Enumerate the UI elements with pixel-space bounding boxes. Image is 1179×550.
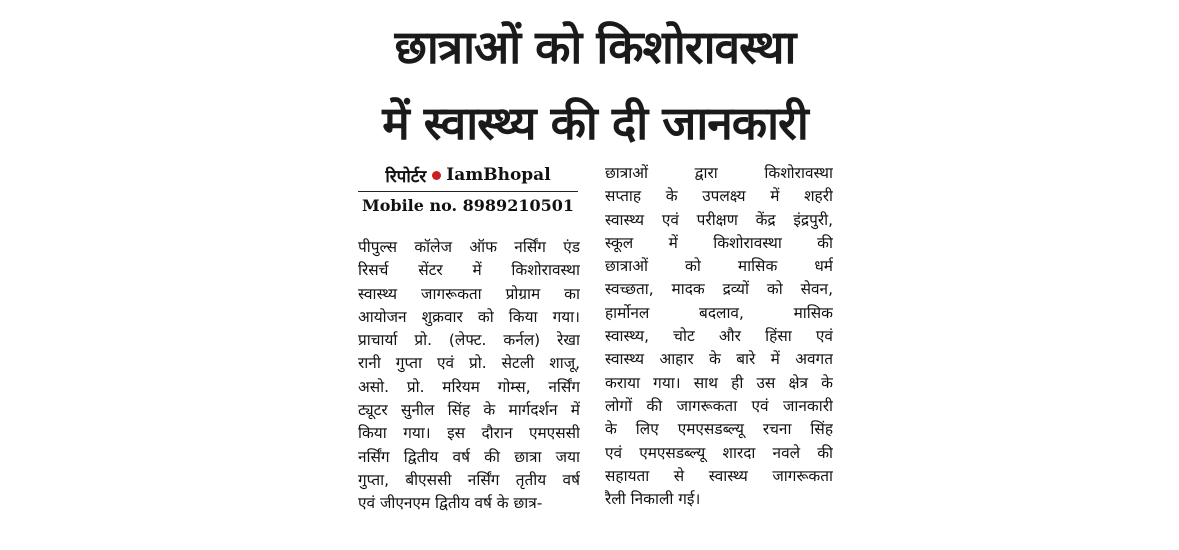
mobile-number: 8989210501: [462, 196, 574, 215]
article-text-line: लोगों की जागरूकता एवं जानकारी: [605, 396, 833, 415]
article-text-line: एवं जीएनएम द्वितीय वर्ष के छात्र-: [358, 494, 543, 513]
article-text-line: स्वच्छता, मादक द्रव्यों को सेवन,: [605, 280, 833, 299]
article-text-line: छात्राओं को मासिक धर्म: [605, 257, 833, 276]
article-text-line: स्वास्थ्य आहार के बारे में अवगत: [605, 350, 833, 369]
article-text-line: हार्मोनल बदलाव, मासिक: [605, 303, 833, 322]
article-text-line: आयोजन शुक्रवार को किया गया।: [358, 307, 580, 326]
article-text-line: पीपुल्स कॉलेज ऑफ नर्सिंग एंड: [358, 238, 580, 256]
article-text-line: कराया गया। साथ ही उस क्षेत्र के: [605, 373, 833, 392]
article-text-line: किया गया। इस दौरान एमएससी: [358, 424, 580, 443]
article-text-line: रिसर्च सेंटर में किशोरावस्था: [358, 261, 580, 280]
article-text-line: रानी गुप्ता एवं प्रो. सेटली शाजू,: [358, 354, 580, 373]
article-text-line: स्वास्थ्य जागरूकता प्रोग्राम का: [358, 284, 580, 303]
article-text-line: छात्राओं द्वारा किशोरावस्था: [605, 164, 833, 182]
article-right-column: [605, 162, 833, 511]
headline-line-2: में स्वास्थ्य की दी जानकारी: [382, 96, 808, 150]
mobile-label: Mobile no.: [362, 196, 458, 215]
article-text-line: के लिए एमएसडब्ल्यू रचना सिंह: [605, 420, 833, 439]
article-text-line: स्वास्थ्य, चोट और हिंसा एवं: [605, 327, 833, 346]
article-text-line: गुप्ता, बीएससी नर्सिंग तृतीय वर्ष: [358, 470, 580, 489]
byline-box: [358, 161, 578, 215]
article-text-line: स्वास्थ्य एवं परीक्षण केंद्र इंद्रपुरी,: [605, 210, 833, 229]
byline-reporter: रिपोर्टर: [385, 166, 427, 187]
article-text-line: ट्यूटर सुनील सिंह के मार्गदर्शन में: [358, 401, 580, 420]
article-text-line: स्कूल में किशोरावस्था की: [605, 233, 833, 252]
article-text-line: प्राचार्या प्रो. (लेफ्ट. कर्नल) रेखा: [358, 331, 580, 350]
mobile-contact: [358, 196, 578, 215]
bullet-dot-icon: [432, 171, 441, 180]
article-text-line: एवं एमएसडब्ल्यू शारदा नवले की: [605, 443, 833, 462]
article-left-column: [358, 236, 580, 516]
article-text-line: असो. प्रो. मरियम गोम्स, नर्सिंग: [358, 377, 580, 396]
byline-divider: [358, 191, 578, 192]
article-text-line: नर्सिंग द्वितीय वर्ष की छात्रा जया: [358, 447, 580, 466]
byline-brand: IamBhopal: [446, 165, 551, 185]
article-text-line: सप्ताह के उपलक्ष्य में शहरी: [605, 187, 833, 206]
article-text-line: सहायता से स्वास्थ्य जागरूकता: [605, 466, 833, 485]
article-text-line: रैली निकाली गई।: [605, 490, 701, 509]
byline: [358, 161, 578, 189]
headline-line-1: छात्राओं को किशोरावस्था: [394, 20, 796, 74]
